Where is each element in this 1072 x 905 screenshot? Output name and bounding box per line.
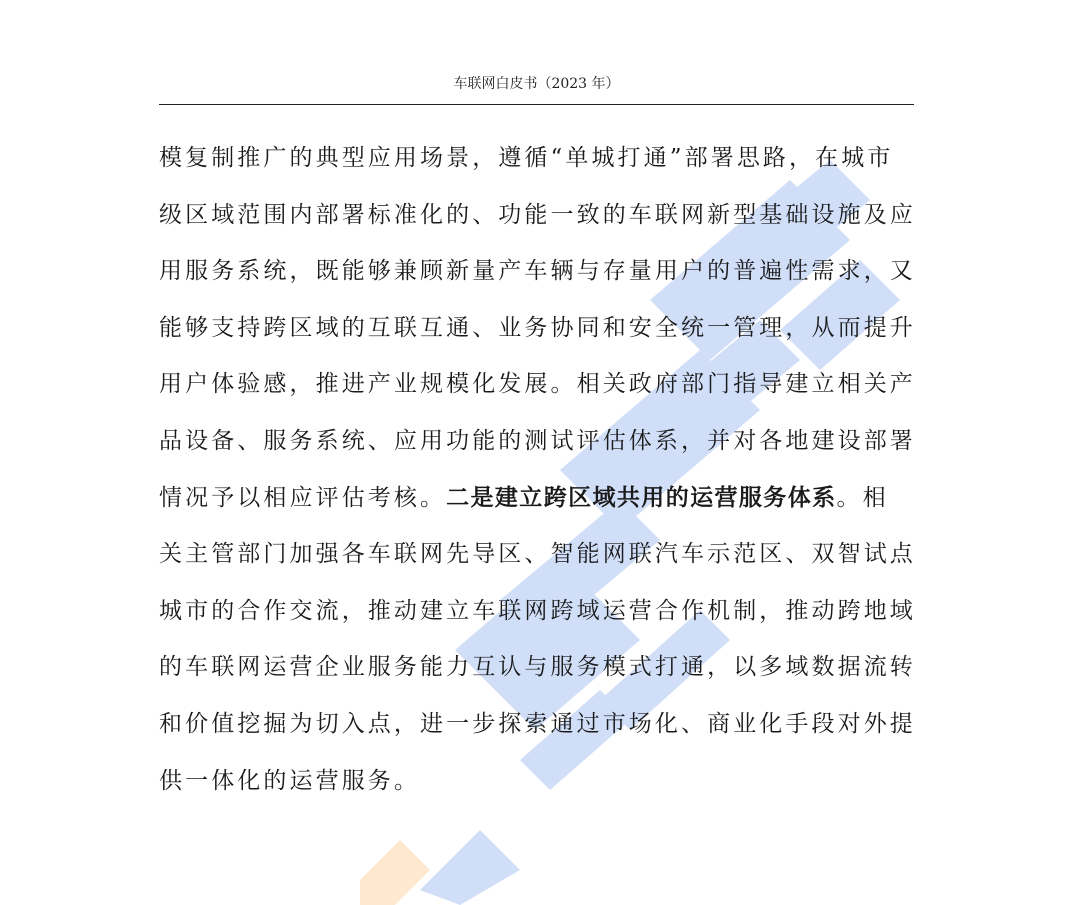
text-line: 城市的合作交流，推动建立车联网跨域运营合作机制，推动跨地域 (159, 597, 916, 624)
text-line: 和价值挖掘为切入点，进一步探索通过市场化、商业化手段对外提 (159, 710, 916, 737)
text-run: 。相 (836, 484, 889, 511)
page-header (159, 74, 914, 106)
text-run: 情况予以相应评估考核。 (159, 484, 447, 511)
text-line: 的车联网运营企业服务能力互认与服务模式打通，以多域数据流转 (159, 654, 916, 681)
bold-emphasis: 二是建立跨区域共用的运营服务体系 (446, 484, 837, 511)
text-line-with-emphasis (159, 470, 899, 527)
header-title: 车联网白皮书（2023 年） (453, 76, 620, 92)
text-line: 供一体化的运营服务。 (159, 767, 420, 794)
text-line: 能够支持跨区域的互联互通、业务协同和安全统一管理，从而提升 (159, 314, 916, 341)
text-line: 品设备、服务系统、应用功能的测试评估体系，并对各地建设部署 (159, 427, 916, 454)
header-rule (159, 104, 914, 105)
text-line: 用户体验感，推进产业规模化发展。相关政府部门指导建立相关产 (159, 371, 916, 398)
text-line: 模复制推广的典型应用场景，遵循“单城打通”部署思路，在城市 (159, 145, 894, 171)
body-paragraph (159, 130, 916, 809)
text-line: 用服务系统，既能够兼顾新量产车辆与存量用户的普遍性需求，又 (159, 258, 916, 285)
text-line: 关主管部门加强各车联网先导区、智能网联汽车示范区、双智试点 (159, 541, 916, 568)
text-line: 级区域范围内部署标准化的、功能一致的车联网新型基础设施及应 (159, 201, 916, 228)
